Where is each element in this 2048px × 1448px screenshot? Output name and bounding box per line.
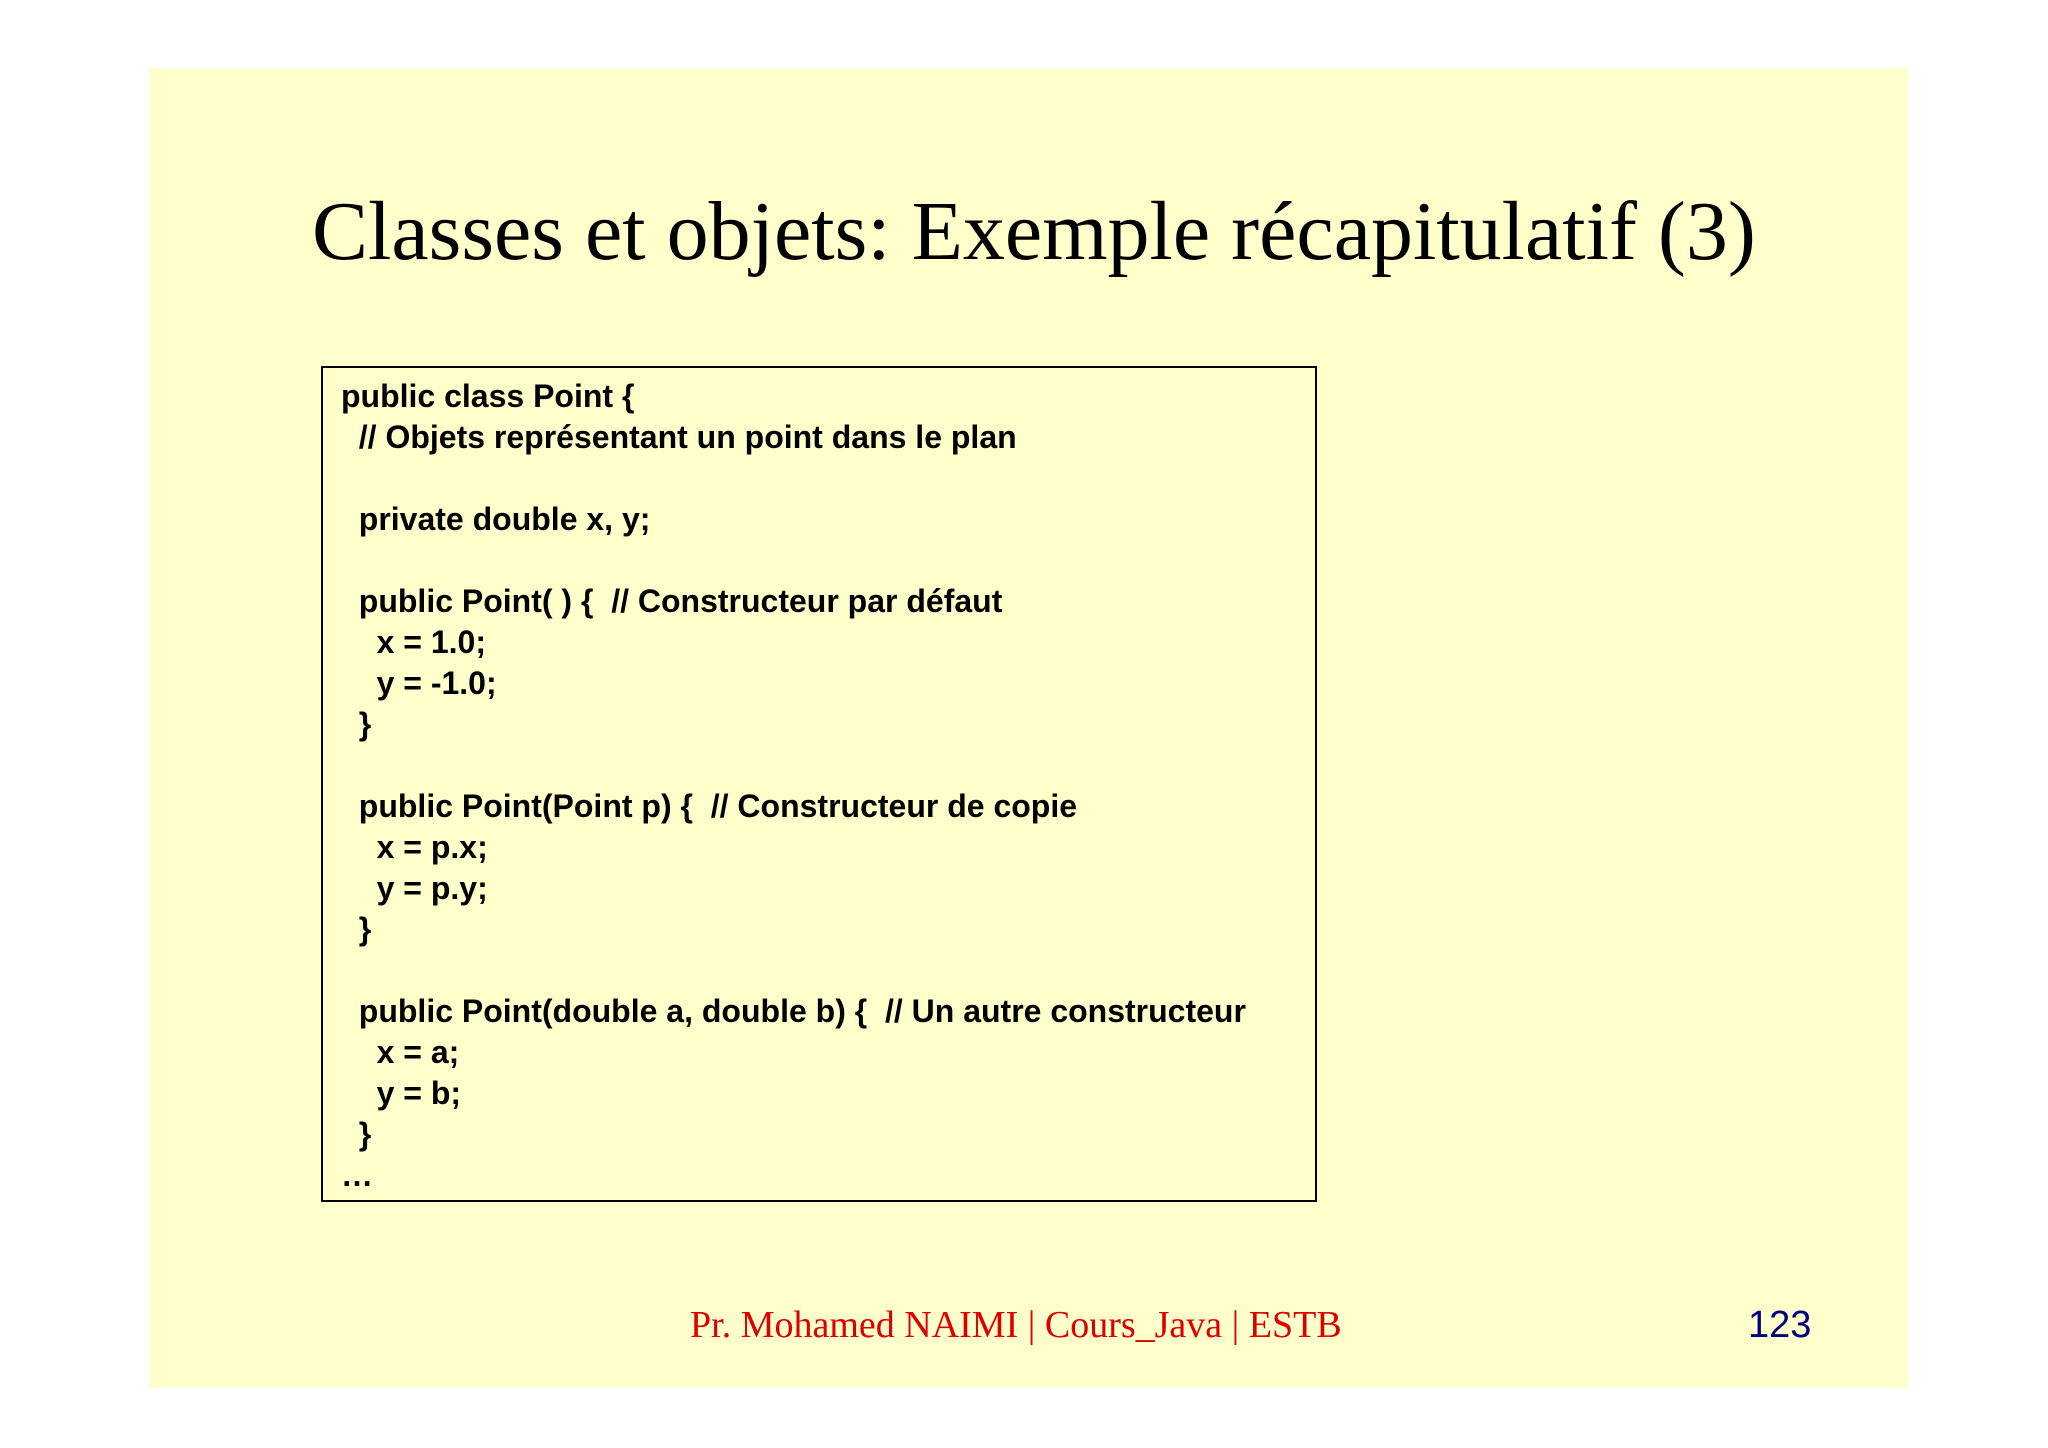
code-line: private double x, y;: [341, 501, 651, 537]
code-line: public Point( ) { // Constructeur par défaut: [341, 583, 1003, 619]
code-block: [341, 376, 1246, 1196]
code-line: y = b;: [341, 1075, 462, 1111]
code-line: x = a;: [341, 1034, 460, 1070]
code-line: // Objets représentant un point dans le plan: [341, 419, 1017, 455]
code-line: [341, 458, 1246, 499]
code-line: public Point(Point p) { // Constructeur de copie: [341, 788, 1078, 824]
code-line: public Point(double a, double b) { // Un autre constructeur: [341, 993, 1246, 1029]
code-line: public class Point {: [341, 378, 635, 414]
slide: [150, 68, 1908, 1388]
code-line: }: [341, 706, 372, 742]
code-line: [341, 745, 1246, 786]
code-line: …: [341, 1157, 373, 1193]
code-line: y = -1.0;: [341, 665, 497, 701]
code-line: }: [341, 911, 372, 947]
code-box: [321, 366, 1317, 1202]
page-number: 123: [1748, 1304, 1812, 1346]
code-line: [341, 950, 1246, 991]
code-line: }: [341, 1116, 372, 1152]
code-line: x = 1.0;: [341, 624, 486, 660]
footer-credit: Pr. Mohamed NAIMI | Cours_Java | ESTB: [690, 1304, 1342, 1346]
code-line: x = p.x;: [341, 829, 488, 865]
code-line: [341, 540, 1246, 581]
slide-title: Classes et objets: Exemple récapitulatif (3): [312, 185, 1756, 278]
code-line: y = p.y;: [341, 870, 488, 906]
